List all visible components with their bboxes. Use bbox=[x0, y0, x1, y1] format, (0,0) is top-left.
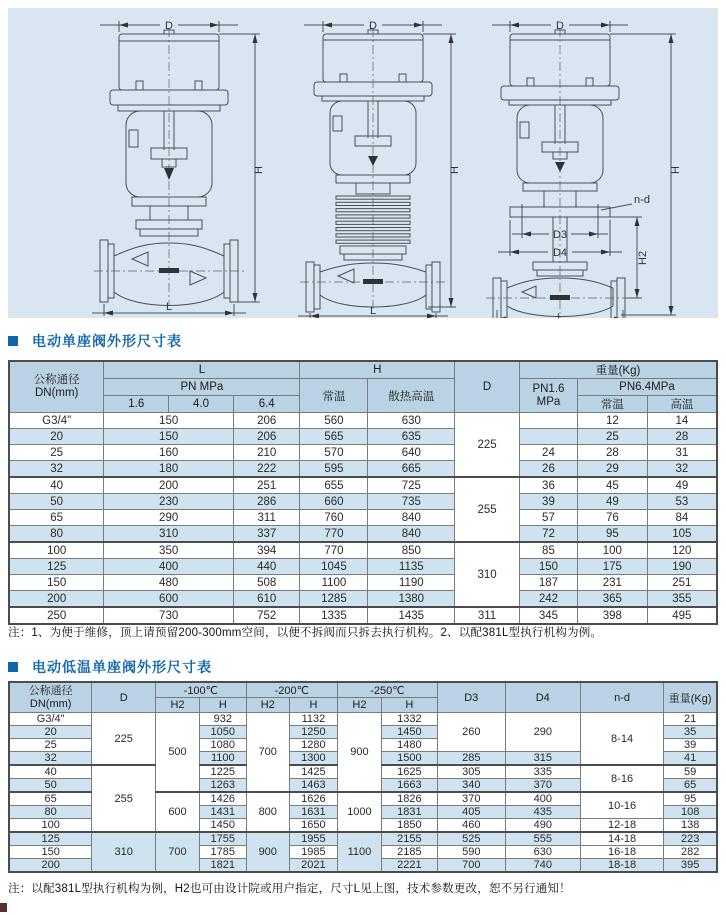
table-cell: 285 bbox=[437, 752, 505, 766]
table-cell: 150 bbox=[9, 846, 92, 859]
dim-label-D3: D3 bbox=[552, 229, 568, 241]
dim-label-D4: D4 bbox=[552, 247, 568, 259]
table-cell: 840 bbox=[368, 526, 455, 543]
table-cell: 400 bbox=[104, 559, 234, 575]
col-header-weight-high: 高温 bbox=[647, 396, 717, 413]
table-cell: 1045 bbox=[300, 559, 368, 575]
table-cell: 1263 bbox=[199, 779, 246, 793]
table-cell bbox=[519, 429, 577, 445]
table-cell: 80 bbox=[9, 806, 92, 819]
table-cell: 24 bbox=[519, 445, 577, 461]
table-cell: 700 bbox=[156, 832, 200, 872]
dim-label-L: L bbox=[165, 301, 173, 313]
table-cell: 36 bbox=[519, 477, 577, 494]
table-cell: 1335 bbox=[300, 607, 368, 624]
col-header-weight-normal: 常温 bbox=[577, 396, 647, 413]
table-cell: 206 bbox=[233, 413, 300, 429]
table-cell: 595 bbox=[300, 461, 368, 478]
table-cell: 1100 bbox=[300, 575, 368, 591]
col-header-D3: D3 bbox=[437, 682, 505, 713]
table-cell: 460 bbox=[437, 819, 505, 833]
table-cell: 1985 bbox=[289, 846, 337, 859]
table-cell: 108 bbox=[664, 806, 717, 819]
table-cell: 57 bbox=[519, 510, 577, 526]
table-cell: 231 bbox=[577, 575, 647, 591]
table-cell: G3/4" bbox=[9, 413, 104, 429]
dim-label-D: D bbox=[556, 20, 564, 32]
dim-label-D: D bbox=[165, 20, 173, 32]
note-1: 注：1、为便于维修，顶上请预留200-300mm空间，以便不拆阀而只拆去执行机构。2、以配381L型执行机构为例。 bbox=[8, 627, 603, 639]
col-header-D: D bbox=[455, 361, 520, 413]
single-seat-dimension-table bbox=[8, 360, 718, 625]
dim-label-H: H bbox=[670, 166, 682, 174]
table-cell: 435 bbox=[505, 806, 580, 819]
table-cell: 2021 bbox=[289, 859, 337, 873]
table-row bbox=[9, 461, 717, 478]
table-cell: 370 bbox=[505, 779, 580, 793]
table-cell: 286 bbox=[233, 494, 300, 510]
table-cell: 150 bbox=[104, 429, 234, 445]
table-cell: 1435 bbox=[368, 607, 455, 624]
dimension-H bbox=[423, 34, 461, 307]
table-cell: 1785 bbox=[199, 846, 246, 859]
col-header-heat-high-temp: 散热高温 bbox=[368, 379, 455, 413]
table-cell: 100 bbox=[9, 819, 92, 833]
table-cell: 630 bbox=[505, 846, 580, 859]
section1-title: 电动单座阀外形尺寸表 bbox=[32, 333, 182, 349]
table-cell: 395 bbox=[664, 859, 717, 873]
table-row bbox=[9, 429, 717, 445]
table-cell: 14-18 bbox=[580, 832, 664, 846]
table-cell: 400 bbox=[505, 792, 580, 806]
table-cell: 590 bbox=[437, 846, 505, 859]
table-cell: 337 bbox=[233, 526, 300, 543]
table-cell: 1280 bbox=[289, 739, 337, 752]
table-cell: 8-16 bbox=[580, 765, 664, 792]
table-cell: 740 bbox=[505, 859, 580, 873]
table-cell: 125 bbox=[9, 559, 104, 575]
table-cell: 365 bbox=[577, 591, 647, 608]
table-cell: 490 bbox=[505, 819, 580, 833]
table-cell: 260 bbox=[437, 713, 505, 752]
table-cell: 8-14 bbox=[580, 713, 664, 766]
table-cell: 640 bbox=[368, 445, 455, 461]
table-cell: 610 bbox=[233, 591, 300, 608]
table-cell: 49 bbox=[577, 494, 647, 510]
col-header-D4: D4 bbox=[505, 682, 580, 713]
table-cell: 175 bbox=[577, 559, 647, 575]
col-header-h: H bbox=[289, 698, 337, 713]
table-cell: 35 bbox=[664, 726, 717, 739]
table-cell: 1480 bbox=[381, 739, 437, 752]
table-cell: 570 bbox=[300, 445, 368, 461]
table-cell: 21 bbox=[664, 713, 717, 726]
table-cell: 120 bbox=[647, 542, 717, 559]
table-cell: 28 bbox=[647, 429, 717, 445]
table-cell: 105 bbox=[647, 526, 717, 543]
col-header-dn: 公称通径 DN(mm) bbox=[9, 361, 104, 413]
table-cell: 40 bbox=[9, 477, 104, 494]
table-cell: 20 bbox=[9, 726, 92, 739]
table-cell: 350 bbox=[104, 542, 234, 559]
table-cell: 223 bbox=[664, 832, 717, 846]
table-cell: 932 bbox=[199, 713, 246, 726]
table-cell: 840 bbox=[368, 510, 455, 526]
table-cell: 1625 bbox=[381, 765, 437, 779]
table-cell: 2221 bbox=[381, 859, 437, 873]
col-header-nd: n-d bbox=[580, 682, 664, 713]
table-cell: 39 bbox=[664, 739, 717, 752]
table-cell: 355 bbox=[647, 591, 717, 608]
table-cell: 770 bbox=[300, 542, 368, 559]
table-cell: 32 bbox=[647, 461, 717, 478]
table-cell: 230 bbox=[104, 494, 234, 510]
table-row bbox=[9, 477, 717, 494]
table-cell: 190 bbox=[647, 559, 717, 575]
table-row bbox=[9, 445, 717, 461]
table-cell: 665 bbox=[368, 461, 455, 478]
table-cell: 525 bbox=[437, 832, 505, 846]
col-header-D: D bbox=[92, 682, 156, 713]
section-bullet-icon bbox=[8, 662, 18, 672]
table-row bbox=[9, 575, 717, 591]
col-header-pn64: PN6.4MPa bbox=[577, 379, 717, 396]
table-cell: 1332 bbox=[381, 713, 437, 726]
table-cell: 370 bbox=[437, 792, 505, 806]
table-cell: 311 bbox=[233, 510, 300, 526]
table-cell: 1100 bbox=[337, 832, 381, 872]
table-cell: 59 bbox=[664, 765, 717, 779]
table-cell: 555 bbox=[505, 832, 580, 846]
dim-label-L: L bbox=[369, 305, 377, 317]
table-cell: 480 bbox=[104, 575, 234, 591]
table-cell: 16-18 bbox=[580, 846, 664, 859]
table-cell: 1285 bbox=[300, 591, 368, 608]
table-cell: 18-18 bbox=[580, 859, 664, 873]
table-cell: 2185 bbox=[381, 846, 437, 859]
table-cell bbox=[519, 413, 577, 429]
table-cell: 1100 bbox=[199, 752, 246, 766]
note-2: 注：以配381L型执行机构为例，H2也可由设计院或用户指定，尺寸L见上图，技术参数更改，恕不另行通知！ bbox=[8, 883, 571, 895]
table-cell: 28 bbox=[577, 445, 647, 461]
table-cell: 1500 bbox=[381, 752, 437, 766]
table-cell: 340 bbox=[437, 779, 505, 793]
table-cell: 180 bbox=[104, 461, 234, 478]
table-cell: 600 bbox=[104, 591, 234, 608]
table-cell: 150 bbox=[9, 575, 104, 591]
table-cell: 150 bbox=[519, 559, 577, 575]
valve-drawing-low-temp bbox=[470, 10, 710, 322]
dim-label-L: L bbox=[556, 312, 564, 322]
col-header-4.0: 4.0 bbox=[169, 396, 234, 413]
dim-label-H: H bbox=[449, 166, 461, 174]
table-row bbox=[9, 713, 717, 726]
table-cell: 150 bbox=[104, 413, 234, 429]
table-cell: 850 bbox=[368, 542, 455, 559]
table-cell: 25 bbox=[577, 429, 647, 445]
table-cell: 1080 bbox=[199, 739, 246, 752]
table-cell: 31 bbox=[647, 445, 717, 461]
col-header-dn: 公称通径 DN(mm) bbox=[9, 682, 92, 713]
table-cell: 225 bbox=[455, 413, 520, 478]
table-cell: 725 bbox=[368, 477, 455, 494]
table-cell: 100 bbox=[9, 542, 104, 559]
table-cell: 12-18 bbox=[580, 819, 664, 833]
table-cell: 1425 bbox=[289, 765, 337, 779]
table-cell: 210 bbox=[233, 445, 300, 461]
table-cell: 1225 bbox=[199, 765, 246, 779]
col-header-1.6: 1.6 bbox=[104, 396, 169, 413]
dimension-H bbox=[610, 34, 682, 315]
table-cell: 14 bbox=[647, 413, 717, 429]
table-cell: 311 bbox=[455, 607, 520, 624]
table-cell: 72 bbox=[519, 526, 577, 543]
table-cell: 50 bbox=[9, 779, 92, 793]
table-cell: 2155 bbox=[381, 832, 437, 846]
table-cell: 138 bbox=[664, 819, 717, 833]
table-cell: 206 bbox=[233, 429, 300, 445]
table-cell: 1450 bbox=[199, 819, 246, 833]
table-cell: 440 bbox=[233, 559, 300, 575]
table-cell: 1463 bbox=[289, 779, 337, 793]
table-cell: 1000 bbox=[337, 792, 381, 832]
table-cell: 315 bbox=[505, 752, 580, 766]
table-cell: 251 bbox=[647, 575, 717, 591]
col-header-H: H bbox=[300, 361, 455, 379]
table-cell: 125 bbox=[9, 832, 92, 846]
table-cell: 345 bbox=[519, 607, 577, 624]
table-cell: 1650 bbox=[289, 819, 337, 833]
table-cell: 635 bbox=[368, 429, 455, 445]
table-cell: 700 bbox=[437, 859, 505, 873]
table-cell: 290 bbox=[104, 510, 234, 526]
col-header-L: L bbox=[104, 361, 300, 379]
table-cell: 29 bbox=[577, 461, 647, 478]
col-header-minus100: -100℃ bbox=[156, 682, 247, 698]
table-row bbox=[9, 526, 717, 543]
single-seat-table-body bbox=[9, 413, 717, 625]
section2-title-row bbox=[8, 657, 212, 677]
table-cell: 398 bbox=[577, 607, 647, 624]
table-cell: 250 bbox=[9, 607, 104, 624]
section2-title: 电动低温单座阀外形尺寸表 bbox=[32, 659, 212, 675]
table-cell: 752 bbox=[233, 607, 300, 624]
table-cell: 32 bbox=[9, 752, 92, 766]
table-cell: 735 bbox=[368, 494, 455, 510]
valve-drawing-heat-dissipation bbox=[278, 10, 478, 318]
table-cell: 565 bbox=[300, 429, 368, 445]
dimension-H2 bbox=[610, 217, 649, 298]
table-cell: 1450 bbox=[381, 726, 437, 739]
col-header-h: H bbox=[381, 698, 437, 713]
table-cell: 655 bbox=[300, 477, 368, 494]
table-cell: 900 bbox=[246, 832, 289, 872]
valve-drawing-standard bbox=[74, 10, 299, 318]
col-header-6.4: 6.4 bbox=[233, 396, 300, 413]
table-cell: 200 bbox=[104, 477, 234, 494]
section-bullet-icon bbox=[8, 336, 18, 346]
table-cell: 95 bbox=[577, 526, 647, 543]
table-cell: 310 bbox=[104, 526, 234, 543]
table-cell: 200 bbox=[9, 591, 104, 608]
table-cell: 1135 bbox=[368, 559, 455, 575]
col-header-h2: H2 bbox=[156, 698, 200, 713]
section1-title-row bbox=[8, 331, 182, 351]
table-cell: 1631 bbox=[289, 806, 337, 819]
table-cell: 600 bbox=[156, 792, 200, 832]
table-cell: 770 bbox=[300, 526, 368, 543]
table-cell: 305 bbox=[437, 765, 505, 779]
drawings-panel bbox=[8, 8, 718, 322]
table-cell: 1955 bbox=[289, 832, 337, 846]
table-row bbox=[9, 607, 717, 624]
table-cell: 255 bbox=[455, 477, 520, 542]
dim-label-D: D bbox=[369, 20, 377, 32]
table-cell: 310 bbox=[455, 542, 520, 607]
table-cell: 85 bbox=[519, 542, 577, 559]
col-header-h2: H2 bbox=[246, 698, 289, 713]
table-cell: 45 bbox=[577, 477, 647, 494]
table-cell: 40 bbox=[9, 765, 92, 779]
table-cell: 20 bbox=[9, 429, 104, 445]
scan-artifact bbox=[0, 903, 7, 912]
table-cell: 41 bbox=[664, 752, 717, 766]
table-row bbox=[9, 832, 717, 846]
dimension-L bbox=[92, 301, 246, 316]
table-cell: 222 bbox=[233, 461, 300, 478]
table-cell: 1190 bbox=[368, 575, 455, 591]
table-cell: G3/4" bbox=[9, 713, 92, 726]
table-cell: 282 bbox=[664, 846, 717, 859]
table-cell: 1431 bbox=[199, 806, 246, 819]
table-cell: 730 bbox=[104, 607, 234, 624]
low-temp-dimension-table bbox=[8, 681, 718, 873]
dimension-H bbox=[219, 34, 265, 302]
table-cell: 251 bbox=[233, 477, 300, 494]
table-cell: 95 bbox=[664, 792, 717, 806]
table-cell: 660 bbox=[300, 494, 368, 510]
table-cell: 65 bbox=[664, 779, 717, 793]
col-header-h2: H2 bbox=[337, 698, 381, 713]
table-cell: 49 bbox=[647, 477, 717, 494]
table-cell: 1826 bbox=[381, 792, 437, 806]
table-cell: 1426 bbox=[199, 792, 246, 806]
table-cell: 187 bbox=[519, 575, 577, 591]
table-cell: 76 bbox=[577, 510, 647, 526]
table-cell: 1050 bbox=[199, 726, 246, 739]
table-cell: 25 bbox=[9, 739, 92, 752]
table-cell: 1300 bbox=[289, 752, 337, 766]
col-header-weight: 重量(Kg) bbox=[664, 682, 717, 713]
table-cell: 900 bbox=[337, 713, 381, 793]
table-cell: 12 bbox=[577, 413, 647, 429]
table-cell: 26 bbox=[519, 461, 577, 478]
table-row bbox=[9, 413, 717, 429]
table-cell: 1663 bbox=[381, 779, 437, 793]
table-cell: 100 bbox=[577, 542, 647, 559]
table-cell: 1250 bbox=[289, 726, 337, 739]
dim-label-H: H bbox=[253, 166, 265, 174]
table-row bbox=[9, 510, 717, 526]
dim-label-H2: H2 bbox=[637, 250, 649, 266]
table-cell: 1850 bbox=[381, 819, 437, 833]
table-cell: 335 bbox=[505, 765, 580, 779]
table-cell: 405 bbox=[437, 806, 505, 819]
table-cell: 760 bbox=[300, 510, 368, 526]
col-header-normal-temp: 常温 bbox=[300, 379, 368, 413]
table-cell: 10-16 bbox=[580, 792, 664, 819]
table-cell: 1755 bbox=[199, 832, 246, 846]
dim-label-nd: n-d bbox=[634, 194, 650, 206]
table-cell: 39 bbox=[519, 494, 577, 510]
table-cell: 800 bbox=[246, 792, 289, 832]
table-cell: 160 bbox=[104, 445, 234, 461]
table-cell: 50 bbox=[9, 494, 104, 510]
table-cell: 65 bbox=[9, 510, 104, 526]
table-cell: 394 bbox=[233, 542, 300, 559]
table-cell: 32 bbox=[9, 461, 104, 478]
table-cell: 65 bbox=[9, 792, 92, 806]
table-row bbox=[9, 542, 717, 559]
col-header-pn-mpa: PN MPa bbox=[104, 379, 300, 396]
col-header-weight: 重量(Kg) bbox=[519, 361, 717, 379]
table-cell: 255 bbox=[92, 765, 156, 832]
table-cell: 310 bbox=[92, 832, 156, 872]
table-cell: 225 bbox=[92, 713, 156, 766]
table-cell: 495 bbox=[647, 607, 717, 624]
table-cell: 1132 bbox=[289, 713, 337, 726]
col-header-minus200: -200℃ bbox=[246, 682, 337, 698]
table-cell: 242 bbox=[519, 591, 577, 608]
col-header-pn16: PN1.6 MPa bbox=[519, 379, 577, 413]
table-cell: 290 bbox=[505, 713, 580, 752]
table-cell: 508 bbox=[233, 575, 300, 591]
low-temp-table-body bbox=[9, 713, 717, 873]
table-row bbox=[9, 591, 717, 608]
table-cell: 1831 bbox=[381, 806, 437, 819]
table-cell: 700 bbox=[246, 713, 289, 793]
table-cell: 84 bbox=[647, 510, 717, 526]
table-row bbox=[9, 559, 717, 575]
table-cell: 500 bbox=[156, 713, 200, 793]
table-cell: 80 bbox=[9, 526, 104, 543]
table-cell: 1821 bbox=[199, 859, 246, 873]
table-cell: 200 bbox=[9, 859, 92, 873]
table-cell: 53 bbox=[647, 494, 717, 510]
table-cell: 560 bbox=[300, 413, 368, 429]
table-row bbox=[9, 494, 717, 510]
table-cell: 1626 bbox=[289, 792, 337, 806]
table-cell: 1380 bbox=[368, 591, 455, 608]
col-header-h: H bbox=[199, 698, 246, 713]
col-header-minus250: -250℃ bbox=[337, 682, 437, 698]
table-cell: 630 bbox=[368, 413, 455, 429]
table-cell: 25 bbox=[9, 445, 104, 461]
